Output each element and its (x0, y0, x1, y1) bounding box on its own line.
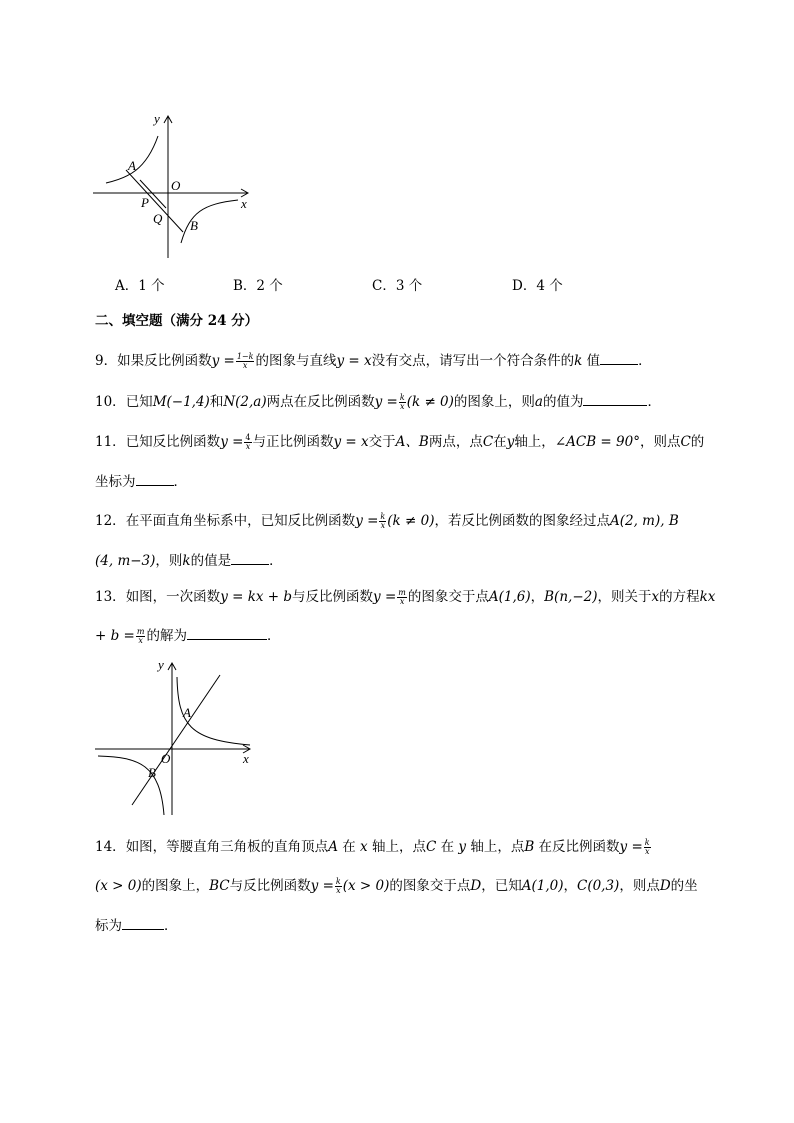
q10-text-3: 的图象上，则 (453, 394, 535, 410)
q13-fn: y = kx + b (220, 589, 293, 605)
q11-number: 11． (95, 434, 126, 450)
q11-c2: C (680, 434, 691, 450)
q12-answer-blank[interactable] (231, 551, 269, 565)
q11-text-3: 交于 (368, 434, 396, 450)
fig2-label-y: y (158, 657, 164, 672)
q14-fn2: y = (310, 878, 334, 894)
q14-text-9: 的图象交于点 (389, 878, 471, 894)
q14-frac-den: x (644, 847, 650, 856)
q14-fraction-2 (335, 878, 342, 895)
fig2-label-O: O (161, 751, 171, 766)
q11-fn: y = (220, 434, 244, 450)
question-14-line-2 (95, 877, 698, 895)
q12-number: 12． (95, 513, 126, 529)
q14-text-3: 轴上，点 (367, 839, 426, 855)
q13-point-a: A(1,6) (488, 589, 531, 605)
q9-text-3: 没有交点，请写出一个符合条件的 (371, 353, 575, 369)
q13-end: ． (266, 628, 281, 644)
q14-a-coords: A(1,0) (521, 878, 564, 894)
q11-end: ． (173, 474, 187, 490)
q13-text-1: 如图，一次函数 (125, 589, 221, 605)
question-9 (95, 351, 652, 370)
fig2-label-B: B (148, 765, 156, 780)
q14-frac2-den: x (336, 886, 341, 895)
q9-end: ． (638, 353, 652, 369)
q12-frac-num: k (380, 512, 386, 521)
question-11-line-1 (95, 433, 704, 451)
q10-answer-blank[interactable] (583, 392, 647, 406)
fig1-label-y: y (154, 111, 160, 126)
q9-fraction (236, 353, 255, 370)
fig1-label-x: x (241, 196, 247, 211)
q14-end: ． (164, 918, 178, 934)
q12-point-a: A(2, m), (609, 513, 665, 529)
q12-k: k (182, 553, 191, 569)
q12-end: ． (269, 553, 283, 569)
fig1-label-Q: Q (153, 211, 163, 226)
q12-point-b: B (668, 513, 679, 529)
q11-text-4: 两点，点 (428, 434, 483, 450)
question-14-line-3 (95, 916, 178, 935)
q9-k: k (574, 353, 583, 369)
q10-text-2: 两点在反比例函数 (266, 394, 375, 410)
q13-point-b: B(n,−2) (544, 589, 598, 605)
q10-condition: (k ≠ 0) (406, 394, 454, 410)
q13-x: x (651, 589, 660, 605)
q14-fn: y = (619, 839, 643, 855)
q14-frac-num: k (644, 838, 650, 847)
q14-text-4: 在 (436, 839, 455, 855)
q10-text-1: 已知 (125, 394, 153, 410)
choice-d: D．4 个 (512, 278, 563, 294)
q10-point-m: M(−1,4) (152, 394, 210, 410)
fig2-label-x: x (243, 751, 249, 766)
fig1-label-B: B (190, 218, 198, 233)
q9-frac-den: x (242, 361, 248, 370)
q13-answer-blank[interactable] (187, 626, 267, 640)
q12-text-1: 在平面直角坐标系中，已知反比例函数 (125, 513, 356, 529)
question-11-line-2 (95, 472, 187, 491)
q11-text-6: 轴上， (514, 434, 555, 450)
q14-fraction (644, 839, 651, 856)
question-12-line-1 (95, 512, 679, 530)
q14-cond-1: (x > 0) (95, 878, 142, 894)
q13-eq-b: + b = (95, 628, 135, 644)
q10-end: ． (647, 394, 661, 410)
q11-fraction (244, 434, 251, 451)
q11-c: C (482, 434, 494, 450)
fig1-label-O: O (171, 178, 181, 193)
q12-fraction (379, 513, 386, 530)
choice-b: B．2 个 (233, 278, 283, 294)
q14-answer-blank[interactable] (122, 916, 164, 930)
q13-text-3: 的图象交于点 (407, 589, 489, 605)
q13-frac-num: m (398, 588, 406, 597)
q14-c-coords: C(0,3) (576, 878, 620, 894)
question-10 (95, 392, 661, 411)
q14-point-d: D (470, 878, 482, 894)
q14-text-1: 如图，等腰直角三角板的直角顶点 (125, 839, 329, 855)
q13-frac-den: x (399, 597, 405, 606)
q11-frac-den: x (245, 442, 251, 451)
q14-text-12: 的坐 (670, 878, 698, 894)
q10-a: a (534, 394, 543, 410)
q9-text-1: 如果反比例函数 (117, 353, 212, 369)
q12-point-b-coords: (4, m−3) (95, 553, 156, 569)
q13-frac2-den: x (138, 636, 143, 645)
fig2-line (132, 675, 220, 805)
q14-y: y (458, 839, 467, 855)
q13-text-5: 的方程 (659, 589, 700, 605)
q9-answer-blank[interactable] (600, 351, 638, 365)
q14-text-8: 与反比例函数 (229, 878, 311, 894)
question-12-line-2 (95, 551, 283, 570)
q11-line2: 坐标为 (95, 474, 136, 490)
q11-text-5: 在 (493, 434, 507, 450)
q13-text-4: ，则关于 (597, 589, 652, 605)
q14-text-2: 在 (337, 839, 356, 855)
q14-point-a: A (328, 839, 338, 855)
q14-text-13: 标为 (95, 918, 122, 934)
q11-text-1: 已知反比例函数 (125, 434, 221, 450)
q12-condition: (k ≠ 0) (387, 513, 435, 529)
q14-x: x (360, 839, 368, 855)
q10-and: 和 (209, 394, 224, 410)
q13-fraction (397, 589, 407, 606)
q11-yaxis: y (506, 434, 515, 450)
q12-text-3: ，则 (155, 553, 183, 569)
q9-frac-num: 1−k (236, 352, 254, 361)
q9-number: 9． (95, 353, 118, 369)
q11-text-7: ，则点 (639, 434, 681, 450)
q13-text-6: 的解为 (146, 628, 187, 644)
q14-text-10: ，已知 (481, 878, 522, 894)
fig2-label-A: A (183, 705, 191, 720)
q14-text-6: 在反比例函数 (534, 839, 620, 855)
q13-eq-kx: kx (699, 589, 716, 605)
q11-angle: ∠ACB = 90° (554, 434, 640, 450)
section-title: 二、填空题（满分 24 分） (95, 313, 259, 329)
q13-fn2: y = (373, 589, 397, 605)
q11-fn2: y = x (333, 434, 369, 450)
q11-text-8: 的 (690, 434, 705, 450)
q14-point-c: C (425, 839, 437, 855)
q11-ab: A、B (395, 434, 429, 450)
q12-frac-den: x (380, 521, 386, 530)
q10-fraction (399, 394, 406, 411)
q14-text-7: 的图象上， (141, 878, 210, 894)
q14-sep: ， (563, 878, 577, 894)
q13-sep: ， (530, 589, 545, 605)
fig1-label-A: A (128, 158, 136, 173)
q14-point-d2: D (659, 878, 671, 894)
q10-number: 10． (95, 394, 126, 410)
q12-text-2: ，若反比例函数的图象经过点 (434, 513, 610, 529)
question-13-line-1 (95, 588, 715, 606)
q14-bc: BC (209, 878, 230, 894)
question-13-line-2 (95, 626, 280, 645)
q14-cond-2: (x > 0) (342, 878, 390, 894)
q13-number: 13． (95, 589, 126, 605)
q14-text-5: 轴上，点 (466, 839, 525, 855)
q12-fn: y = (355, 513, 379, 529)
question-14-line-1 (95, 838, 652, 856)
q11-answer-blank[interactable] (136, 472, 174, 486)
choice-a: A．1 个 (115, 278, 165, 294)
q9-line: y = x (336, 353, 372, 369)
q9-text-4: 值 (582, 353, 601, 369)
fig1-label-P: P (141, 195, 149, 210)
q11-frac-num: 4 (245, 433, 251, 442)
q12-text-4: 的值是 (190, 553, 232, 569)
q10-frac-den: x (400, 402, 405, 411)
q10-text-4: 的值为 (542, 394, 584, 410)
q10-point-n: N(2,a) (223, 394, 267, 410)
q14-frac2-num: k (335, 877, 341, 886)
choice-c: C．3 个 (372, 278, 423, 294)
q13-frac2-num: m (136, 627, 145, 636)
figure-hyperbola-lines-1 (88, 108, 268, 263)
q10-fn: y = (374, 394, 398, 410)
q13-text-2: 与反比例函数 (292, 589, 374, 605)
q11-text-2: 与正比例函数 (252, 434, 334, 450)
q14-number: 14． (95, 839, 126, 855)
q14-text-11: ，则点 (619, 878, 660, 894)
q13-fraction-2 (136, 628, 146, 645)
figure-hyperbola-line-2 (90, 655, 260, 823)
q10-frac-num: k (399, 393, 405, 402)
q9-text-2: 的图象与直线 (255, 353, 337, 369)
q9-fn: y = (211, 353, 235, 369)
q14-point-b: B (524, 839, 535, 855)
